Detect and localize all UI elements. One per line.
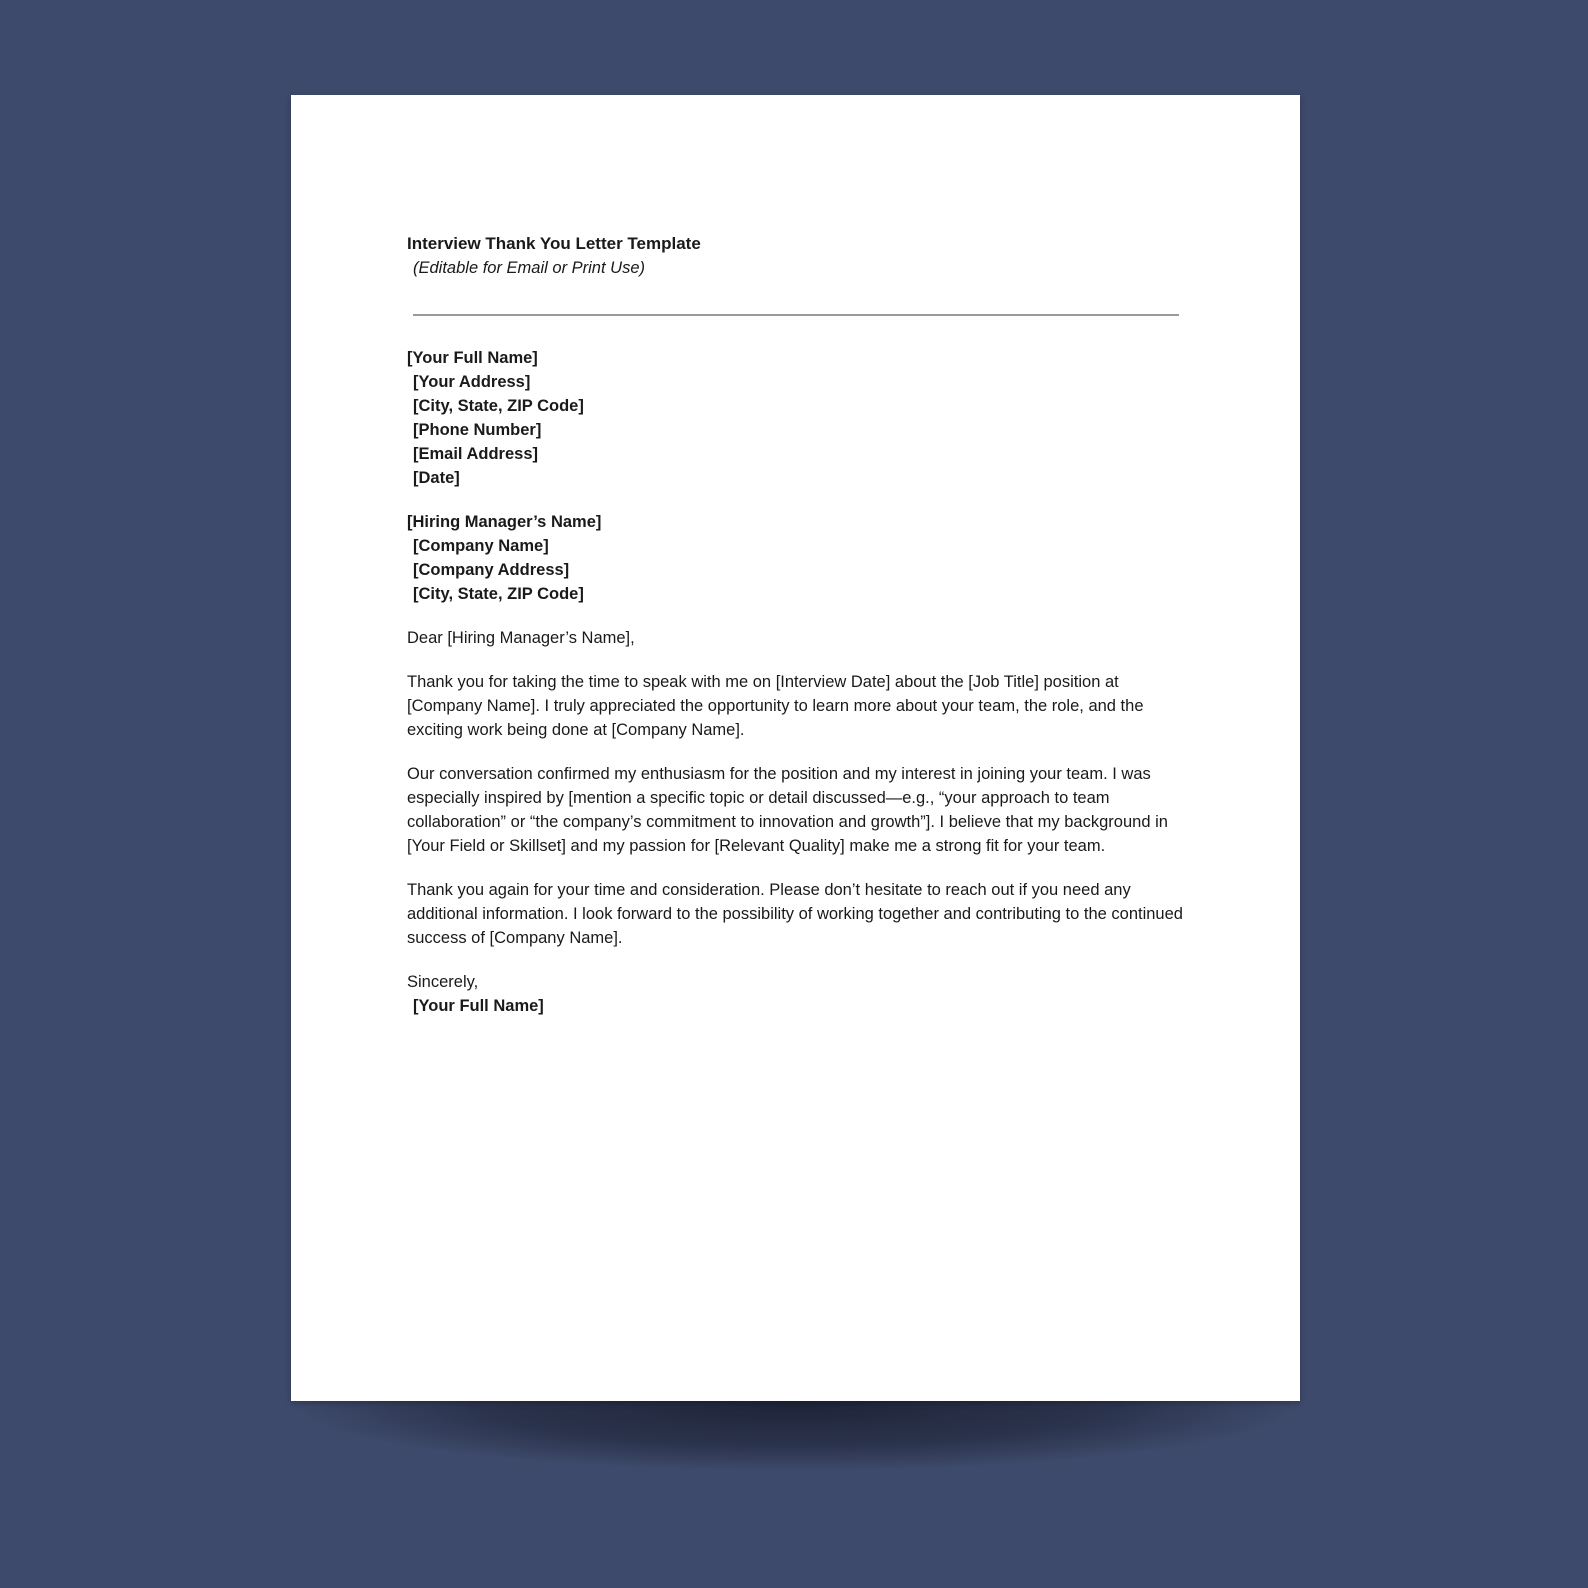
- body-paragraph-1: Thank you for taking the time to speak with me on [Interview Date] about the [Job Title] position at [Company Name]. I truly appreciated the opportunity to learn more about your team, the role, and the exciting work being done at [Company Name].: [407, 673, 1144, 739]
- signature-name: [Your Full Name]: [413, 997, 544, 1015]
- closing: Sincerely,: [407, 973, 479, 991]
- body-paragraph-2: Our conversation confirmed my enthusiasm for the position and my interest in joining your team. I was especially inspired by [mention a specific topic or detail discussed—e.g., “your approach to team collaboration” or “the company’s commitment to innovation and growth”]. I believe that my background in [Your Field or Skillset] and my passion for [Relevant Quality] make me a strong fit for your team.: [407, 765, 1168, 855]
- sender-block: [407, 346, 1197, 490]
- sender-name: [Your Full Name]: [407, 349, 538, 367]
- sender-city-state-zip: [City, State, ZIP Code]: [413, 397, 584, 415]
- sender-date: [Date]: [413, 469, 460, 487]
- sender-email: [Email Address]: [413, 445, 539, 463]
- body-paragraph-3: Thank you again for your time and consideration. Please don’t hesitate to reach out if you need any additional information. I look forward to the possibility of working together and contributing to the continued success of [Company Name].: [407, 881, 1183, 947]
- recipient-company-address: [Company Address]: [413, 561, 570, 579]
- recipient-city-state-zip: [City, State, ZIP Code]: [413, 585, 584, 603]
- sender-address: [Your Address]: [413, 373, 531, 391]
- divider: [413, 314, 1179, 316]
- recipient-name: [Hiring Manager’s Name]: [407, 513, 602, 531]
- recipient-company: [Company Name]: [413, 537, 549, 555]
- recipient-block: [407, 510, 1197, 606]
- letter-content: [407, 232, 1197, 1018]
- salutation: Dear [Hiring Manager’s Name],: [407, 629, 635, 647]
- sender-phone: [Phone Number]: [413, 421, 542, 439]
- document-subtitle: (Editable for Email or Print Use): [413, 259, 645, 277]
- document-page: [291, 95, 1300, 1401]
- document-title: Interview Thank You Letter Template: [407, 234, 701, 253]
